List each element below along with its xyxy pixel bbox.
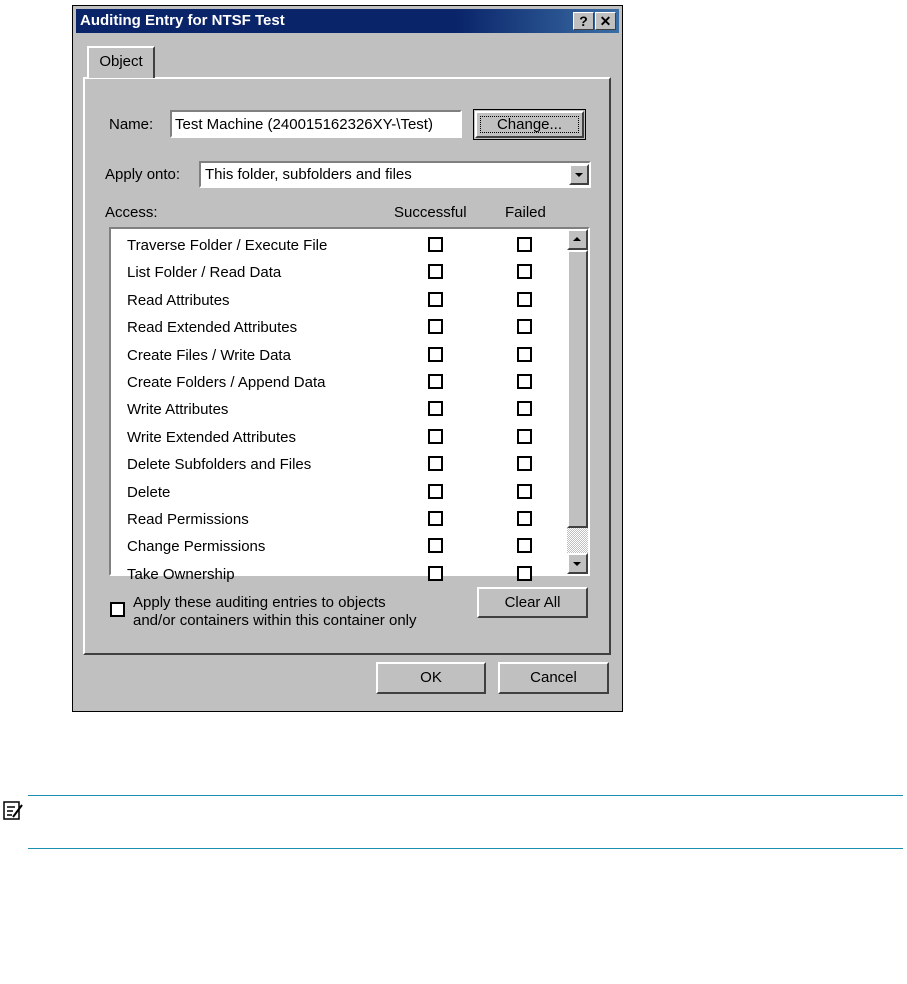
successful-column-header: Successful — [394, 204, 467, 221]
failed-checkbox[interactable] — [517, 511, 532, 526]
close-button[interactable]: ✕ — [595, 12, 616, 30]
access-row-label: List Folder / Read Data — [127, 264, 282, 282]
failed-checkbox[interactable] — [517, 484, 532, 499]
failed-checkbox[interactable] — [517, 538, 532, 553]
failed-checkbox[interactable] — [517, 456, 532, 471]
arrow-up-icon — [569, 231, 586, 248]
access-row — [111, 260, 551, 287]
apply-to-children-line2: and/or containers within this container only — [133, 612, 417, 629]
note-bottom-rule — [28, 848, 903, 849]
failed-checkbox[interactable] — [517, 237, 532, 252]
access-row — [111, 452, 551, 479]
successful-checkbox[interactable] — [428, 237, 443, 252]
chevron-down-icon — [571, 166, 587, 183]
scroll-down-button[interactable] — [567, 553, 588, 574]
note-icon — [3, 801, 23, 821]
failed-column-header: Failed — [505, 204, 546, 221]
access-row-label: Change Permissions — [127, 538, 266, 556]
successful-checkbox[interactable] — [428, 538, 443, 553]
clear-all-button[interactable]: Clear All — [477, 587, 588, 618]
access-row — [111, 425, 551, 452]
successful-checkbox[interactable] — [428, 401, 443, 416]
ok-button[interactable]: OK — [376, 662, 486, 694]
successful-checkbox[interactable] — [428, 511, 443, 526]
apply-to-children-checkbox[interactable] — [110, 602, 125, 617]
successful-checkbox[interactable] — [428, 319, 443, 334]
note-top-rule — [28, 795, 903, 796]
successful-checkbox[interactable] — [428, 374, 443, 389]
successful-checkbox[interactable] — [428, 484, 443, 499]
access-row-label: Write Extended Attributes — [127, 428, 296, 446]
access-row — [111, 562, 551, 589]
auditing-entry-dialog — [72, 5, 623, 712]
tab-panel-object — [83, 77, 611, 655]
access-row — [111, 343, 551, 370]
access-row — [111, 288, 551, 315]
successful-checkbox[interactable] — [428, 566, 443, 581]
access-row-label: Take Ownership — [127, 565, 235, 583]
scroll-track[interactable] — [567, 528, 588, 553]
change-button[interactable] — [473, 109, 586, 140]
scrollbar[interactable] — [567, 229, 588, 574]
access-row-label: Create Files / Write Data — [127, 346, 291, 364]
access-list[interactable] — [109, 227, 590, 583]
access-row-label: Delete Subfolders and Files — [127, 456, 312, 474]
access-row-label: Read Attributes — [127, 291, 230, 309]
name-value: Test Machine (240015162326XY-\Test) — [175, 116, 433, 133]
title-bar[interactable] — [76, 9, 619, 33]
access-rows — [111, 229, 567, 583]
access-row — [111, 370, 551, 397]
help-button[interactable]: ? — [573, 12, 594, 30]
failed-checkbox[interactable] — [517, 347, 532, 362]
failed-checkbox[interactable] — [517, 401, 532, 416]
arrow-down-icon — [569, 555, 586, 572]
successful-checkbox[interactable] — [428, 264, 443, 279]
access-row — [111, 233, 551, 260]
access-header: Access: — [105, 204, 158, 221]
change-button-label: Change... — [480, 116, 579, 133]
access-row-label: Traverse Folder / Execute File — [127, 237, 328, 254]
failed-checkbox[interactable] — [517, 429, 532, 444]
failed-checkbox[interactable] — [517, 319, 532, 334]
dropdown-arrow-button[interactable] — [569, 164, 589, 185]
apply-onto-value: This folder, subfolders and files — [205, 166, 412, 183]
failed-checkbox[interactable] — [517, 374, 532, 389]
failed-checkbox[interactable] — [517, 264, 532, 279]
apply-to-children-line1: Apply these auditing entries to objects — [133, 594, 386, 611]
access-row — [111, 507, 551, 534]
access-row — [111, 397, 551, 424]
scroll-up-button[interactable] — [567, 229, 588, 250]
scroll-thumb[interactable] — [567, 250, 588, 528]
cancel-button[interactable]: Cancel — [498, 662, 609, 694]
access-row-label: Create Folders / Append Data — [127, 374, 326, 391]
access-row — [111, 315, 551, 342]
access-row-label: Delete — [127, 483, 171, 501]
access-row-label: Read Extended Attributes — [127, 319, 298, 337]
window-title: Auditing Entry for NTSF Test — [80, 12, 285, 29]
successful-checkbox[interactable] — [428, 456, 443, 471]
successful-checkbox[interactable] — [428, 347, 443, 362]
access-row — [111, 534, 551, 561]
failed-checkbox[interactable] — [517, 566, 532, 581]
failed-checkbox[interactable] — [517, 292, 532, 307]
access-row — [111, 480, 551, 507]
apply-onto-select[interactable] — [199, 161, 591, 188]
access-row-label: Read Permissions — [127, 511, 249, 528]
name-label: Name: — [109, 116, 154, 133]
successful-checkbox[interactable] — [428, 429, 443, 444]
access-row-label: Write Attributes — [127, 401, 229, 419]
apply-onto-label: Apply onto: — [105, 166, 181, 183]
successful-checkbox[interactable] — [428, 292, 443, 307]
name-field — [170, 110, 462, 138]
tab-object[interactable]: Object — [87, 46, 155, 78]
